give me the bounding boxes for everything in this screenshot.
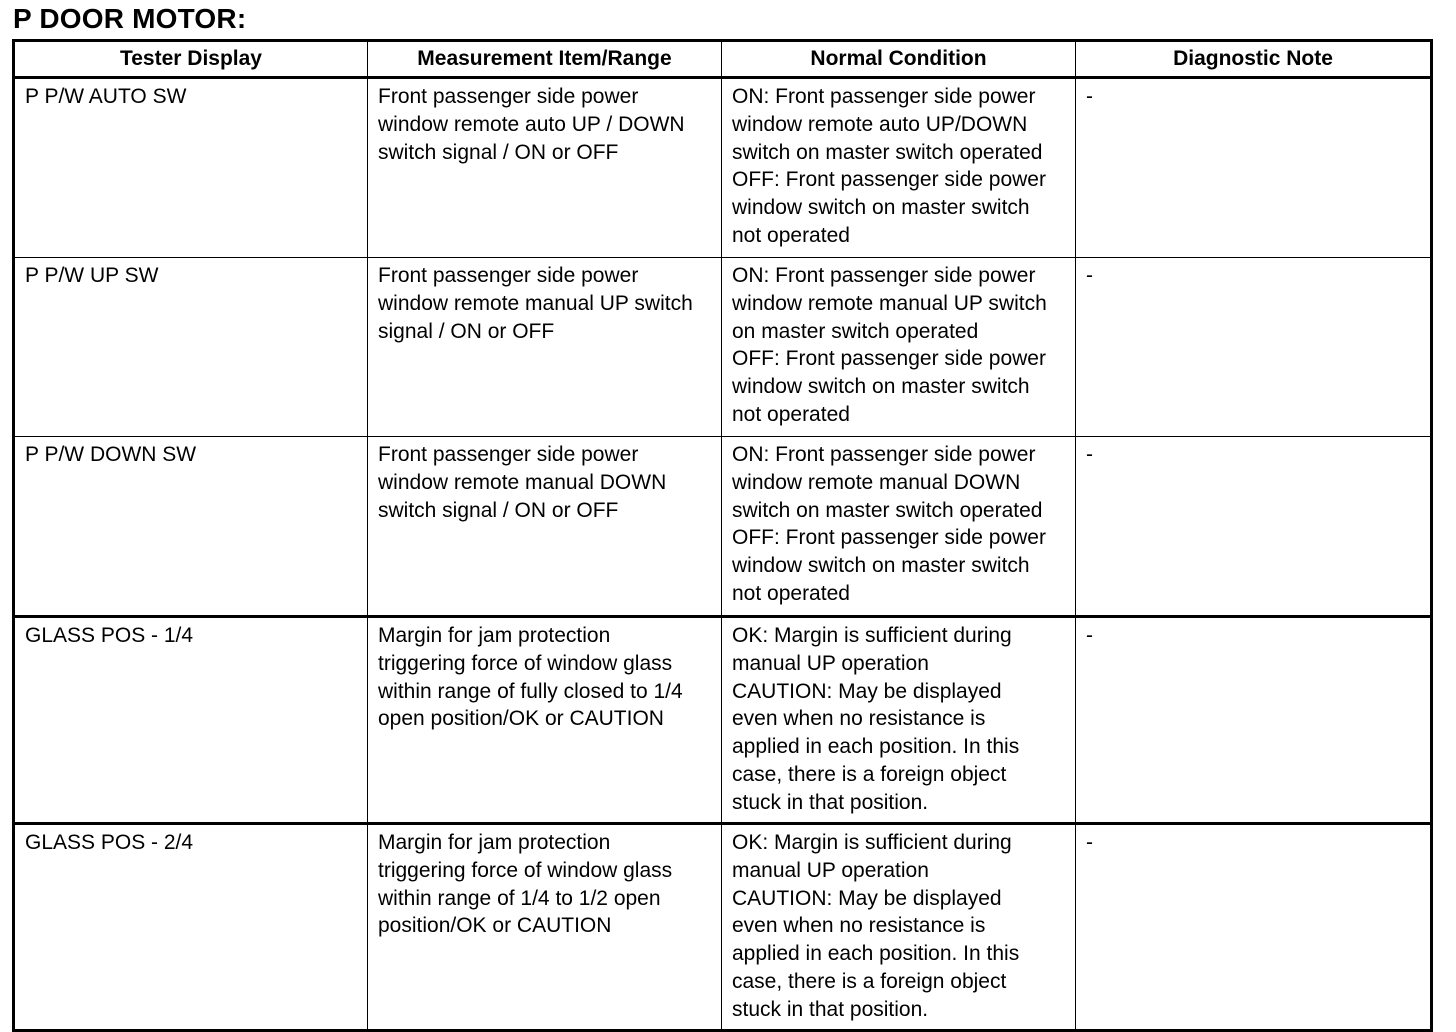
tester-display-cell: GLASS POS - 2/4 [14, 824, 368, 1031]
diagnostic-note-cell: - [1076, 258, 1432, 437]
measurement-cell: Margin for jam protection triggering force of window glass within range of 1/4 to 1/2 open position/OK or CAUTION [368, 824, 722, 1031]
measurement-cell: Front passenger side power window remote auto UP / DOWN switch signal / ON or OFF [368, 78, 722, 258]
table-row [14, 617, 1432, 824]
tester-display-cell: GLASS POS - 1/4 [14, 617, 368, 824]
column-header-normal-condition: Normal Condition [722, 41, 1076, 78]
data-table [12, 39, 1433, 1032]
tester-display-cell: P P/W UP SW [14, 258, 368, 437]
tester-display-cell: P P/W DOWN SW [14, 437, 368, 617]
normal-condition-cell: ON: Front passenger side power window remote manual UP switch on master switch operated OFF: Front passenger side power window switch on master switch not operated [722, 258, 1076, 437]
normal-condition-cell: OK: Margin is sufficient during manual UP operation CAUTION: May be displayed even when no resistance is applied in each position. In this case, there is a foreign object stuck in that position. [722, 824, 1076, 1031]
tester-display-cell: P P/W AUTO SW [14, 78, 368, 258]
diagnostic-note-cell: - [1076, 617, 1432, 824]
normal-condition-cell: ON: Front passenger side power window remote manual DOWN switch on master switch operated OFF: Front passenger side power window switch on master switch not operated [722, 437, 1076, 617]
normal-condition-cell: ON: Front passenger side power window remote auto UP/DOWN switch on master switch operated OFF: Front passenger side power window switch on master switch not operated [722, 78, 1076, 258]
column-header-measurement: Measurement Item/Range [368, 41, 722, 78]
column-header-diagnostic-note: Diagnostic Note [1076, 41, 1432, 78]
table-row [14, 824, 1432, 1031]
measurement-cell: Front passenger side power window remote manual DOWN switch signal / ON or OFF [368, 437, 722, 617]
table-row [14, 258, 1432, 437]
table-row [14, 78, 1432, 258]
measurement-cell: Margin for jam protection triggering force of window glass within range of fully closed to 1/4 open position/OK or CAUTION [368, 617, 722, 824]
measurement-cell: Front passenger side power window remote manual UP switch signal / ON or OFF [368, 258, 722, 437]
diagnostic-note-cell: - [1076, 78, 1432, 258]
column-header-tester-display: Tester Display [14, 41, 368, 78]
table-header-row [14, 41, 1432, 78]
page-title: P DOOR MOTOR: [13, 3, 247, 34]
diagnostic-note-cell: - [1076, 437, 1432, 617]
normal-condition-cell: OK: Margin is sufficient during manual UP operation CAUTION: May be displayed even when no resistance is applied in each position. In this case, there is a foreign object stuck in that position. [722, 617, 1076, 824]
diagnostic-note-cell: - [1076, 824, 1432, 1031]
table-row [14, 437, 1432, 617]
